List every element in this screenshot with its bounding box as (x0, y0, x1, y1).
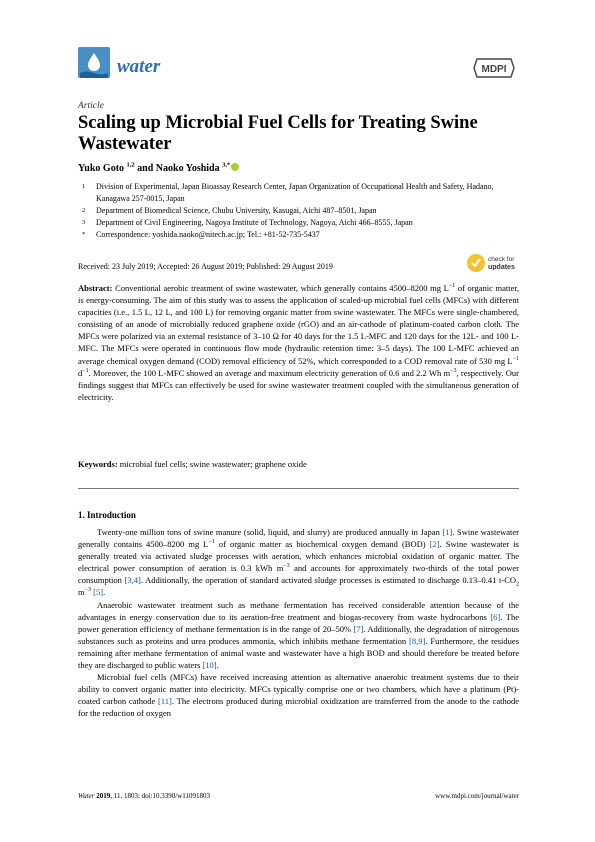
keywords-text: microbial fuel cells; swine wastewater; graphene oxide (117, 459, 307, 469)
journal-logo (78, 47, 110, 78)
section-heading: 1. Introduction (78, 510, 136, 520)
author-name[interactable]: Yuko Goto (78, 163, 125, 174)
unit-exponent: −3 (450, 367, 457, 374)
orcid-icon[interactable] (231, 163, 239, 171)
paragraph (78, 671, 519, 719)
paragraph-text: . Additionally, the operation of standard activated sludge processes is estimated to discharge 0.13–0.41 t-CO (140, 575, 517, 586)
paragraph-text: . Additionally, the degradation of nitrogenous substances such as proteins and urea produces ammonia, which inhibits methane fermentation (78, 623, 520, 646)
paragraph-text: . Swine wastewater generally contains 4500–8200 mg L (78, 527, 520, 550)
affiliation-mark: 1 (82, 183, 86, 190)
keywords (78, 459, 519, 469)
svg-text:MDPI: MDPI (481, 64, 507, 75)
introduction-body (78, 526, 519, 720)
abstract-text: , respectively. Our findings suggest that MFCs can effectively be used for swine wastewater treatment coupled with the simultaneous generation of electricity. (78, 367, 519, 402)
paragraph (78, 526, 519, 599)
footer-journal: Water (78, 792, 95, 800)
affiliation-text: Department of Civil Engineering, Nagoya Institute of Technology, Nagoya, Aichi 466–8555, Japan (96, 218, 413, 227)
paragraph-text: of organic matter as biochemical oxygen demand (BOD) (214, 539, 430, 550)
affiliation-item (78, 205, 528, 217)
abstract-text: of organic matter, is energy-consuming. The aim of this study was to assess the application of scaled-up microbial fuel cells (MFCs) with different capacities (i.e., 1.5 L, 12 L, and 100 L) for removing organic matter from swine wastewater. The MFCs were single-chambered, consisting of an anode of microbially reduced graphene oxide (rGO) and an air-cathode of platinum-coated carbon cloth. The MFCs were polarized via an external resistance of 3–10 Ω for 40 days for the 1.5 L-MFC and 120 days for the 12L- and 100 L-MFC. The MFCs were operated in continuous flow mode (hydraulic retention time: 3–5 days). The 100 L-MFC achieved an average chemical oxygen demand (COD) removal efficiency of 52%, which corresponded to a COD removal rate of 530 mg L (78, 283, 519, 366)
journal-name[interactable]: water (117, 56, 161, 77)
citation-link[interactable]: [3,4] (124, 575, 141, 586)
footer-journal-url[interactable]: www.mdpi.com/journal/water (435, 792, 519, 800)
citation-link[interactable]: [6] (490, 611, 501, 622)
paragraph-text: . (216, 660, 219, 671)
svg-text:updates: updates (488, 264, 515, 271)
correspondence-text[interactable]: Correspondence: yoshida.naoko@nitech.ac.jp; Tel.: +81-52-735-5437 (96, 230, 320, 239)
footer-year: 2019 (94, 792, 111, 800)
citation-link[interactable]: [11] (158, 696, 172, 707)
unit-exponent: −1 (82, 367, 89, 374)
abstract-text: Conventional aerobic treatment of swine wastewater, which generally contains 4500–8200 mg L (112, 283, 449, 293)
affiliation-mark: * (82, 231, 86, 238)
unit-exponent: −3 (283, 563, 290, 570)
paragraph-text: . The power generation efficiency of methane fermentation is in the range of 20–50% (78, 611, 520, 634)
author-conjunction: and (134, 163, 156, 174)
keywords-label: Keywords: (78, 459, 118, 469)
paragraph-text: Anaerobic wastewater treatment such as methane fermentation has received considerable attention because of the advantages in energy conservation due to its aeration-free treatment and biogas-recovery from waste hydrocarbons (78, 599, 519, 622)
affiliation-mark: 3 (82, 219, 86, 226)
affiliation-item (78, 181, 528, 205)
paragraph-text: Microbial fuel cells (MFCs) have received increasing attention as alternative anaerobic treatment systems due to their ability to convert organic matter into electricity. MFCs typically comprise one or two chambers, which have a platinum (Pt)-coated carbon cathode (78, 672, 519, 707)
mdpi-logo[interactable] (472, 57, 516, 79)
author-affiliation-mark: 1,2 (126, 161, 135, 169)
footer-doi[interactable]: , 11, 1803; doi:10.3390/w11091803 (110, 792, 211, 800)
author-affiliation-mark: 3,* (222, 161, 231, 169)
paragraph-text: and accounts for approximately two-thirds of the total power consumption (78, 563, 519, 586)
affiliation-mark: 2 (82, 207, 86, 214)
citation-link[interactable]: [7] (353, 623, 364, 634)
author-line (78, 163, 239, 174)
paragraph-text: . The electrons produced during microbial oxidization are transferred from the anode to the cathode for the reduction of oxygen (78, 696, 519, 719)
section-divider (78, 488, 519, 489)
article-title: Scaling up Microbial Fuel Cells for Treating Swine Wastewater (78, 113, 478, 154)
paragraph-text: Twenty-one million tons of swine manure (solid, liquid, and slurry) are produced annually in Japan (97, 527, 443, 537)
paragraph-text: . (103, 587, 106, 598)
author-name[interactable]: Naoko Yoshida (155, 163, 220, 174)
abstract-text: d (78, 367, 83, 378)
citation-link[interactable]: [1] (442, 527, 453, 537)
unit-exponent: −3 (84, 587, 92, 594)
affiliation-item (78, 217, 528, 229)
water-drop-icon (78, 47, 110, 78)
svg-text:check for: check for (488, 256, 515, 263)
paragraph-text: . Furthermore, the residues remaining after methane fermentation of animal waste and wastewater have a high BOD and should therefore be treated before they are discharged to public waters (78, 635, 520, 671)
abstract-label: Abstract: (78, 283, 113, 293)
paragraph (78, 599, 519, 672)
abstract (78, 282, 519, 403)
affiliation-item (78, 229, 528, 241)
citation-link[interactable]: [5] (93, 587, 104, 598)
affiliations (78, 181, 528, 241)
paragraph-text: m (78, 587, 85, 598)
unit-exponent: −1 (208, 539, 215, 546)
mdpi-logo-icon (472, 57, 516, 79)
affiliation-text: Department of Biomedical Science, Chubu University, Kasugai, Aichi 487–8501, Japan (96, 206, 377, 215)
unit-exponent: −1 (512, 355, 519, 362)
abstract-text: . Moreover, the 100 L-MFC showed an average and maximum electricity generation of 0.6 and 2.2 Wh m (88, 367, 451, 378)
citation-link[interactable]: [2] (429, 539, 440, 550)
paragraph-text: . Swine wastewater is generally treated via activated sludge processes with aeration, which enhances microbial oxidation of organic matter. The electrical power consumption of aeration is 0.3 kWh m (78, 539, 519, 574)
check-for-updates-badge[interactable] (466, 252, 526, 274)
citation-footer (78, 792, 210, 800)
article-type: Article (78, 101, 104, 111)
publication-dates: Received: 23 July 2019; Accepted: 26 August 2019; Published: 29 August 2019 (78, 262, 333, 271)
citation-link[interactable]: [8,9] (409, 635, 426, 646)
subscript: 2 (516, 582, 520, 589)
affiliation-text: Division of Experimental, Japan Bioassay Research Center, Japan Organization of Occupational Health and Safety, Hadano, Kanagawa 257-0015, Japan (96, 182, 494, 203)
check-for-updates-icon (466, 252, 526, 274)
citation-link[interactable]: [10] (202, 660, 217, 671)
unit-exponent: −1 (448, 283, 456, 290)
